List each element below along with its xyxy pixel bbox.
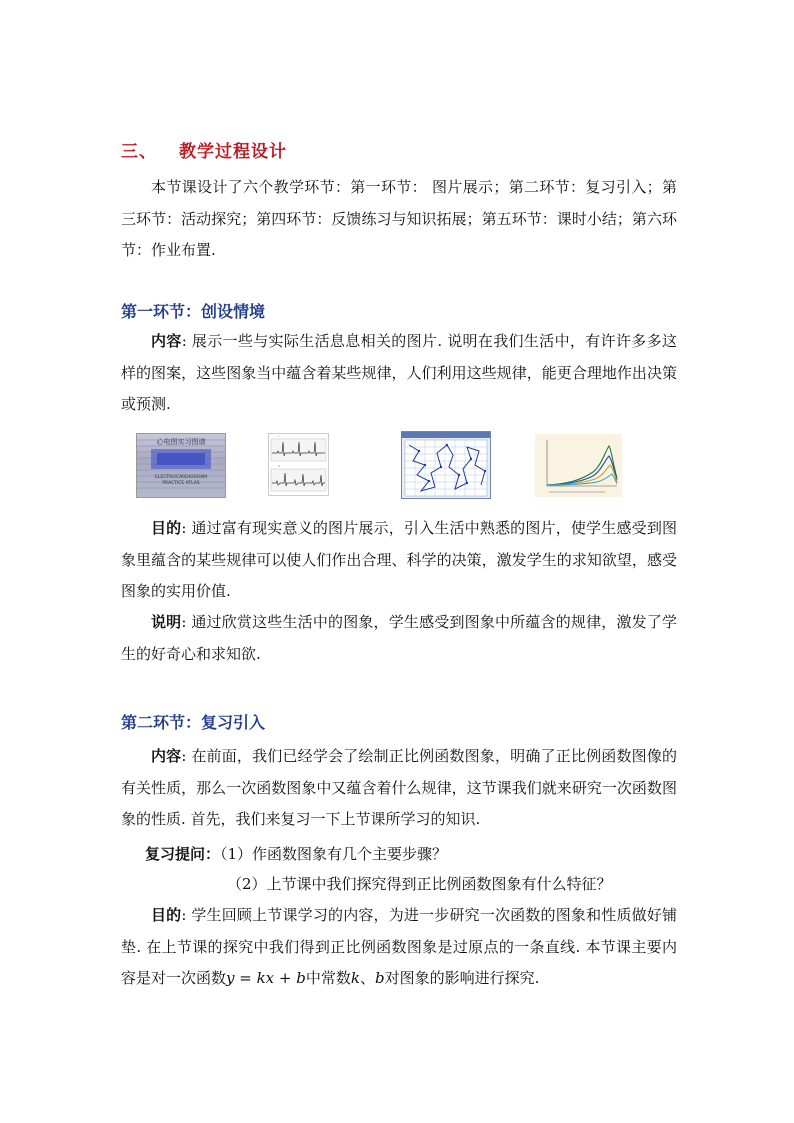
ecg-book-subtitle-1: ELECTROCARDIOGRAM	[155, 475, 207, 480]
section-heading	[121, 137, 287, 162]
goal-text-pre: : 学生回顾上节课学习的内容，为进一步研究一次函数的图象和性质做好铺垫. 在上节课的探究中我们得到正比例函数图象是过原点的一条直线. 本节课主要内容是对一次函数	[121, 906, 677, 987]
part1-goal-paragraph	[121, 513, 677, 608]
constant-k: k	[350, 969, 360, 987]
ecg-book-subtitle-2: PRACTICE ATLAS	[162, 481, 200, 486]
section-number: 三、	[121, 142, 157, 162]
review-label: 复习提问：	[145, 845, 221, 863]
part1-content-paragraph	[121, 326, 677, 421]
svg-text:I: I	[278, 434, 279, 438]
review-question-2: （2）上节课中我们探究得到正比例函数图象有什么特征？	[227, 875, 612, 893]
content-text: : 在前面，我们已经学会了绘制正比例函数图象，明确了正比例函数图像的有关性质，那么一次函数图象中又蕴含着什么规律，这节课我们就来研究一次函数图象的性质. 首先，我们来复习一下上节课所学习的知识.	[121, 747, 677, 828]
goal-text-mid: 中常数	[305, 969, 351, 987]
note-text: : 通过欣赏这些生活中的图象，学生感受到图象中所蕴含的规律，激发了学生的好奇心和求知欲.	[121, 613, 677, 663]
part2-goal-paragraph	[121, 900, 677, 995]
stock-chart-image	[401, 431, 491, 499]
goal-label: 目的	[151, 906, 182, 924]
goal-label: 目的	[151, 519, 182, 537]
ecg-book-title: 心电图实习图谱	[156, 438, 206, 446]
content-label: 内容	[151, 332, 182, 350]
part2-content-paragraph	[121, 741, 677, 836]
ecg-book-image	[136, 433, 226, 498]
part1-note-paragraph	[121, 607, 677, 670]
part1-heading: 第一环节：创设情境	[121, 302, 266, 321]
separator: 、	[359, 969, 375, 987]
ecg-strip-image	[268, 433, 329, 496]
content-label: 内容	[151, 747, 182, 765]
section-title: 教学过程设计	[179, 142, 287, 162]
growth-curve-image	[535, 434, 622, 497]
constant-b: b	[374, 969, 385, 987]
intro-paragraph: 本节课设计了六个教学环节：第一环节： 图片展示；第二环节：复习引入；第三环节：活动探究；第四环节：反馈练习与知识拓展；第五环节：课时小结；第六环节：作业布置.	[121, 178, 677, 259]
question-1-text: （1）作函数图象有几个主要步骤？	[220, 845, 448, 863]
svg-text:II: II	[278, 464, 280, 468]
note-label: 说明	[151, 613, 182, 631]
review-question-1	[145, 843, 447, 864]
part2-heading: 第二环节：复习引入	[121, 713, 266, 732]
goal-text: : 通过富有现实意义的图片展示，引入生活中熟悉的图片，使学生感受到图象里蕴含的某些规律可以使人们作出合理、科学的决策，激发学生的求知欲望，感受图象的实用价值.	[121, 519, 677, 600]
formula: y = kx + b	[226, 969, 306, 987]
content-text: : 展示一些与实际生活息息相关的图片. 说明在我们生活中，有许许多多这样的图案，这些图象当中蕴含着某些规律，人们利用这些规律，能更合理地作出决策或预测.	[121, 332, 677, 413]
goal-text-post: 对图象的影响进行探究.	[384, 969, 540, 987]
